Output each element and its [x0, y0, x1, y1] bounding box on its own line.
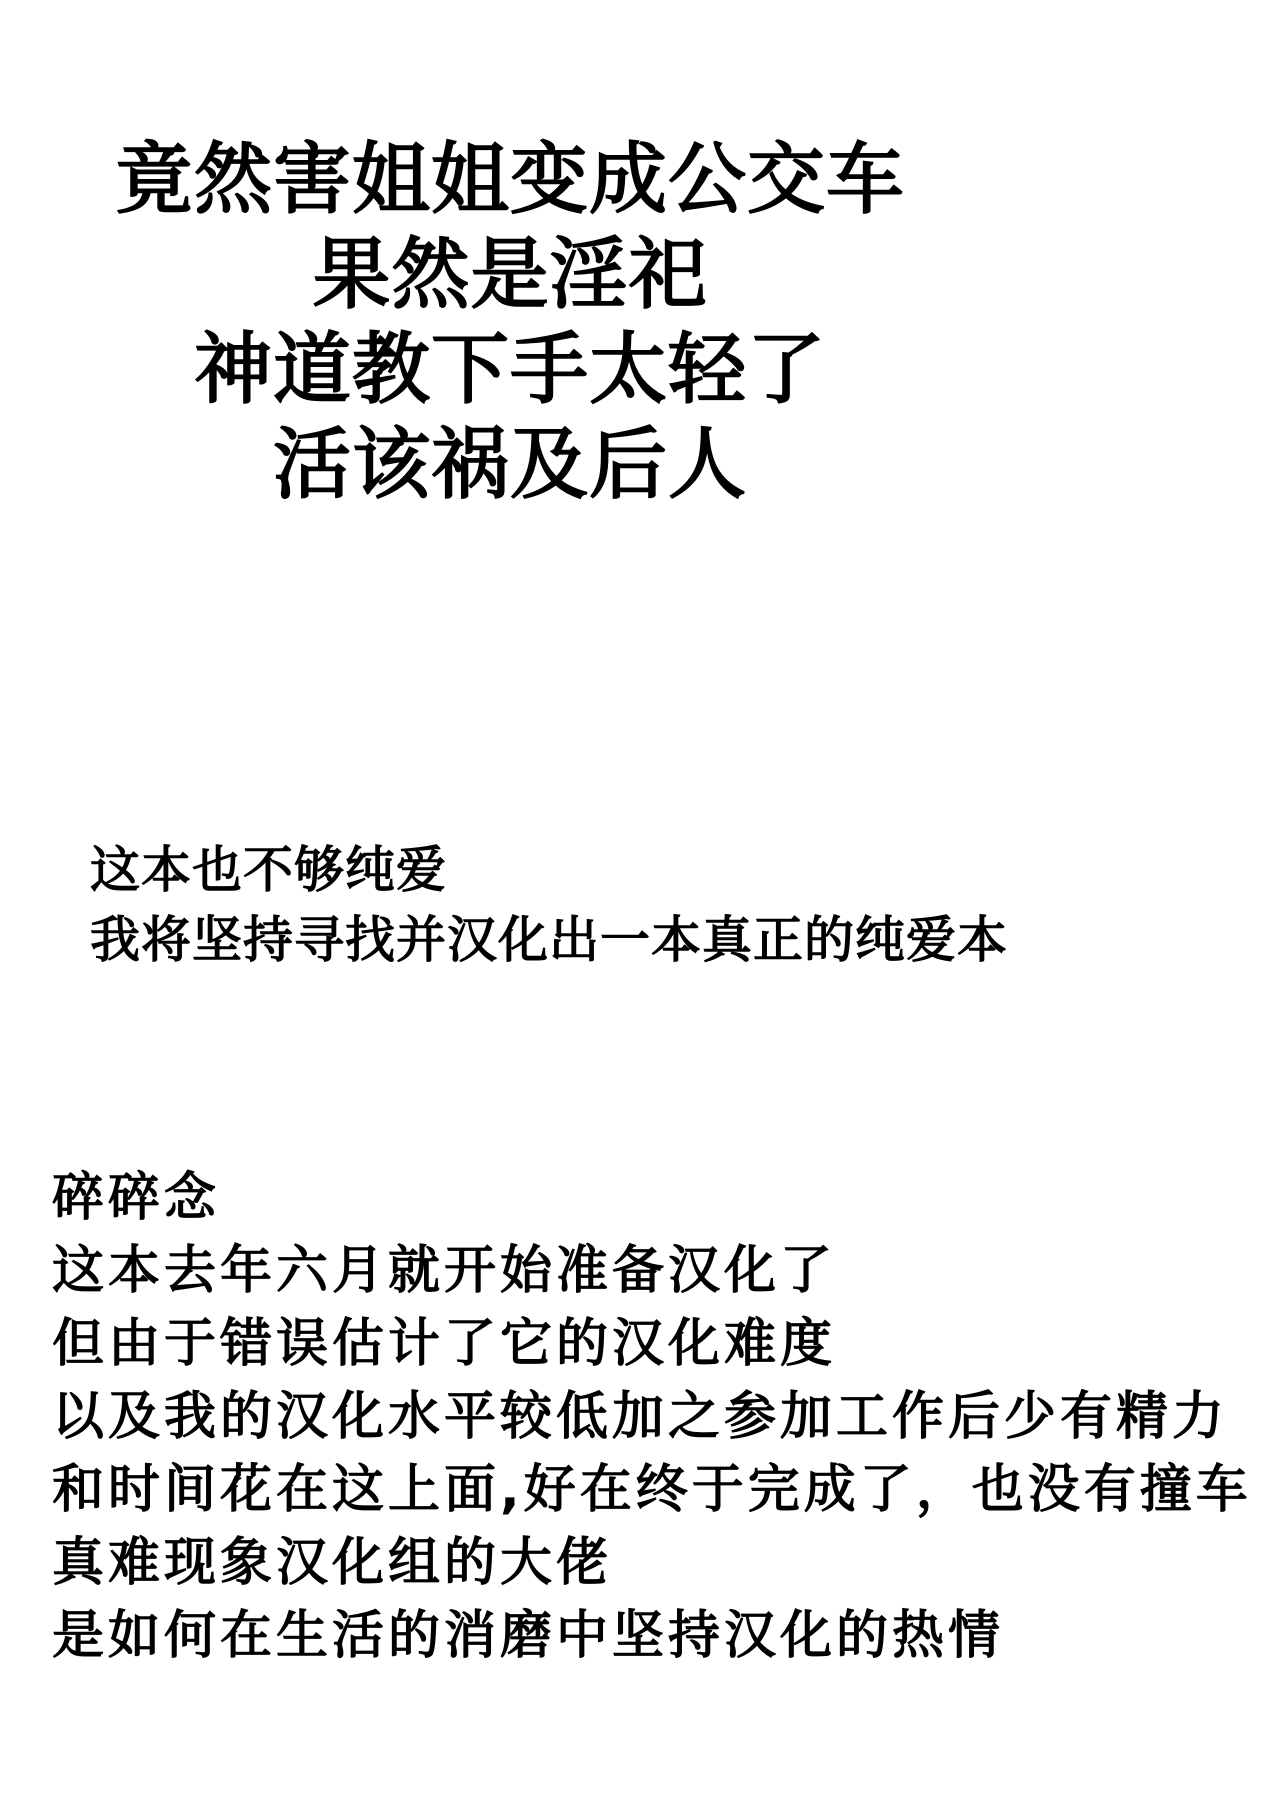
- rant-line: 和时间花在这上面,好在终于完成了，也没有撞车: [52, 1460, 1252, 1520]
- rant-line: 但由于错误估计了它的汉化难度: [52, 1314, 837, 1374]
- title-line: 神道教下手太轻了: [193, 325, 826, 415]
- title-line: 果然是淫祀: [312, 230, 708, 320]
- rant-block: [52, 1162, 1252, 1673]
- note-block: [90, 835, 1008, 975]
- title-block: [0, 133, 1020, 513]
- rant-line: 这本去年六月就开始准备汉化了: [52, 1241, 837, 1301]
- rant-line: 以及我的汉化水平较低加之参加工作后少有精力: [52, 1387, 1229, 1447]
- rant-line: 是如何在生活的消磨中坚持汉化的热情: [52, 1606, 1005, 1666]
- rant-heading: 碎碎念: [52, 1168, 221, 1228]
- note-line: 这本也不够纯爱: [90, 841, 447, 899]
- title-line: 竟然害姐姐变成公交车: [114, 135, 905, 225]
- title-line: 活该祸及后人: [272, 420, 747, 510]
- note-line: 我将坚持寻找并汉化出一本真正的纯爱本: [90, 911, 1008, 969]
- rant-line: 真难现象汉化组的大佬: [52, 1533, 613, 1593]
